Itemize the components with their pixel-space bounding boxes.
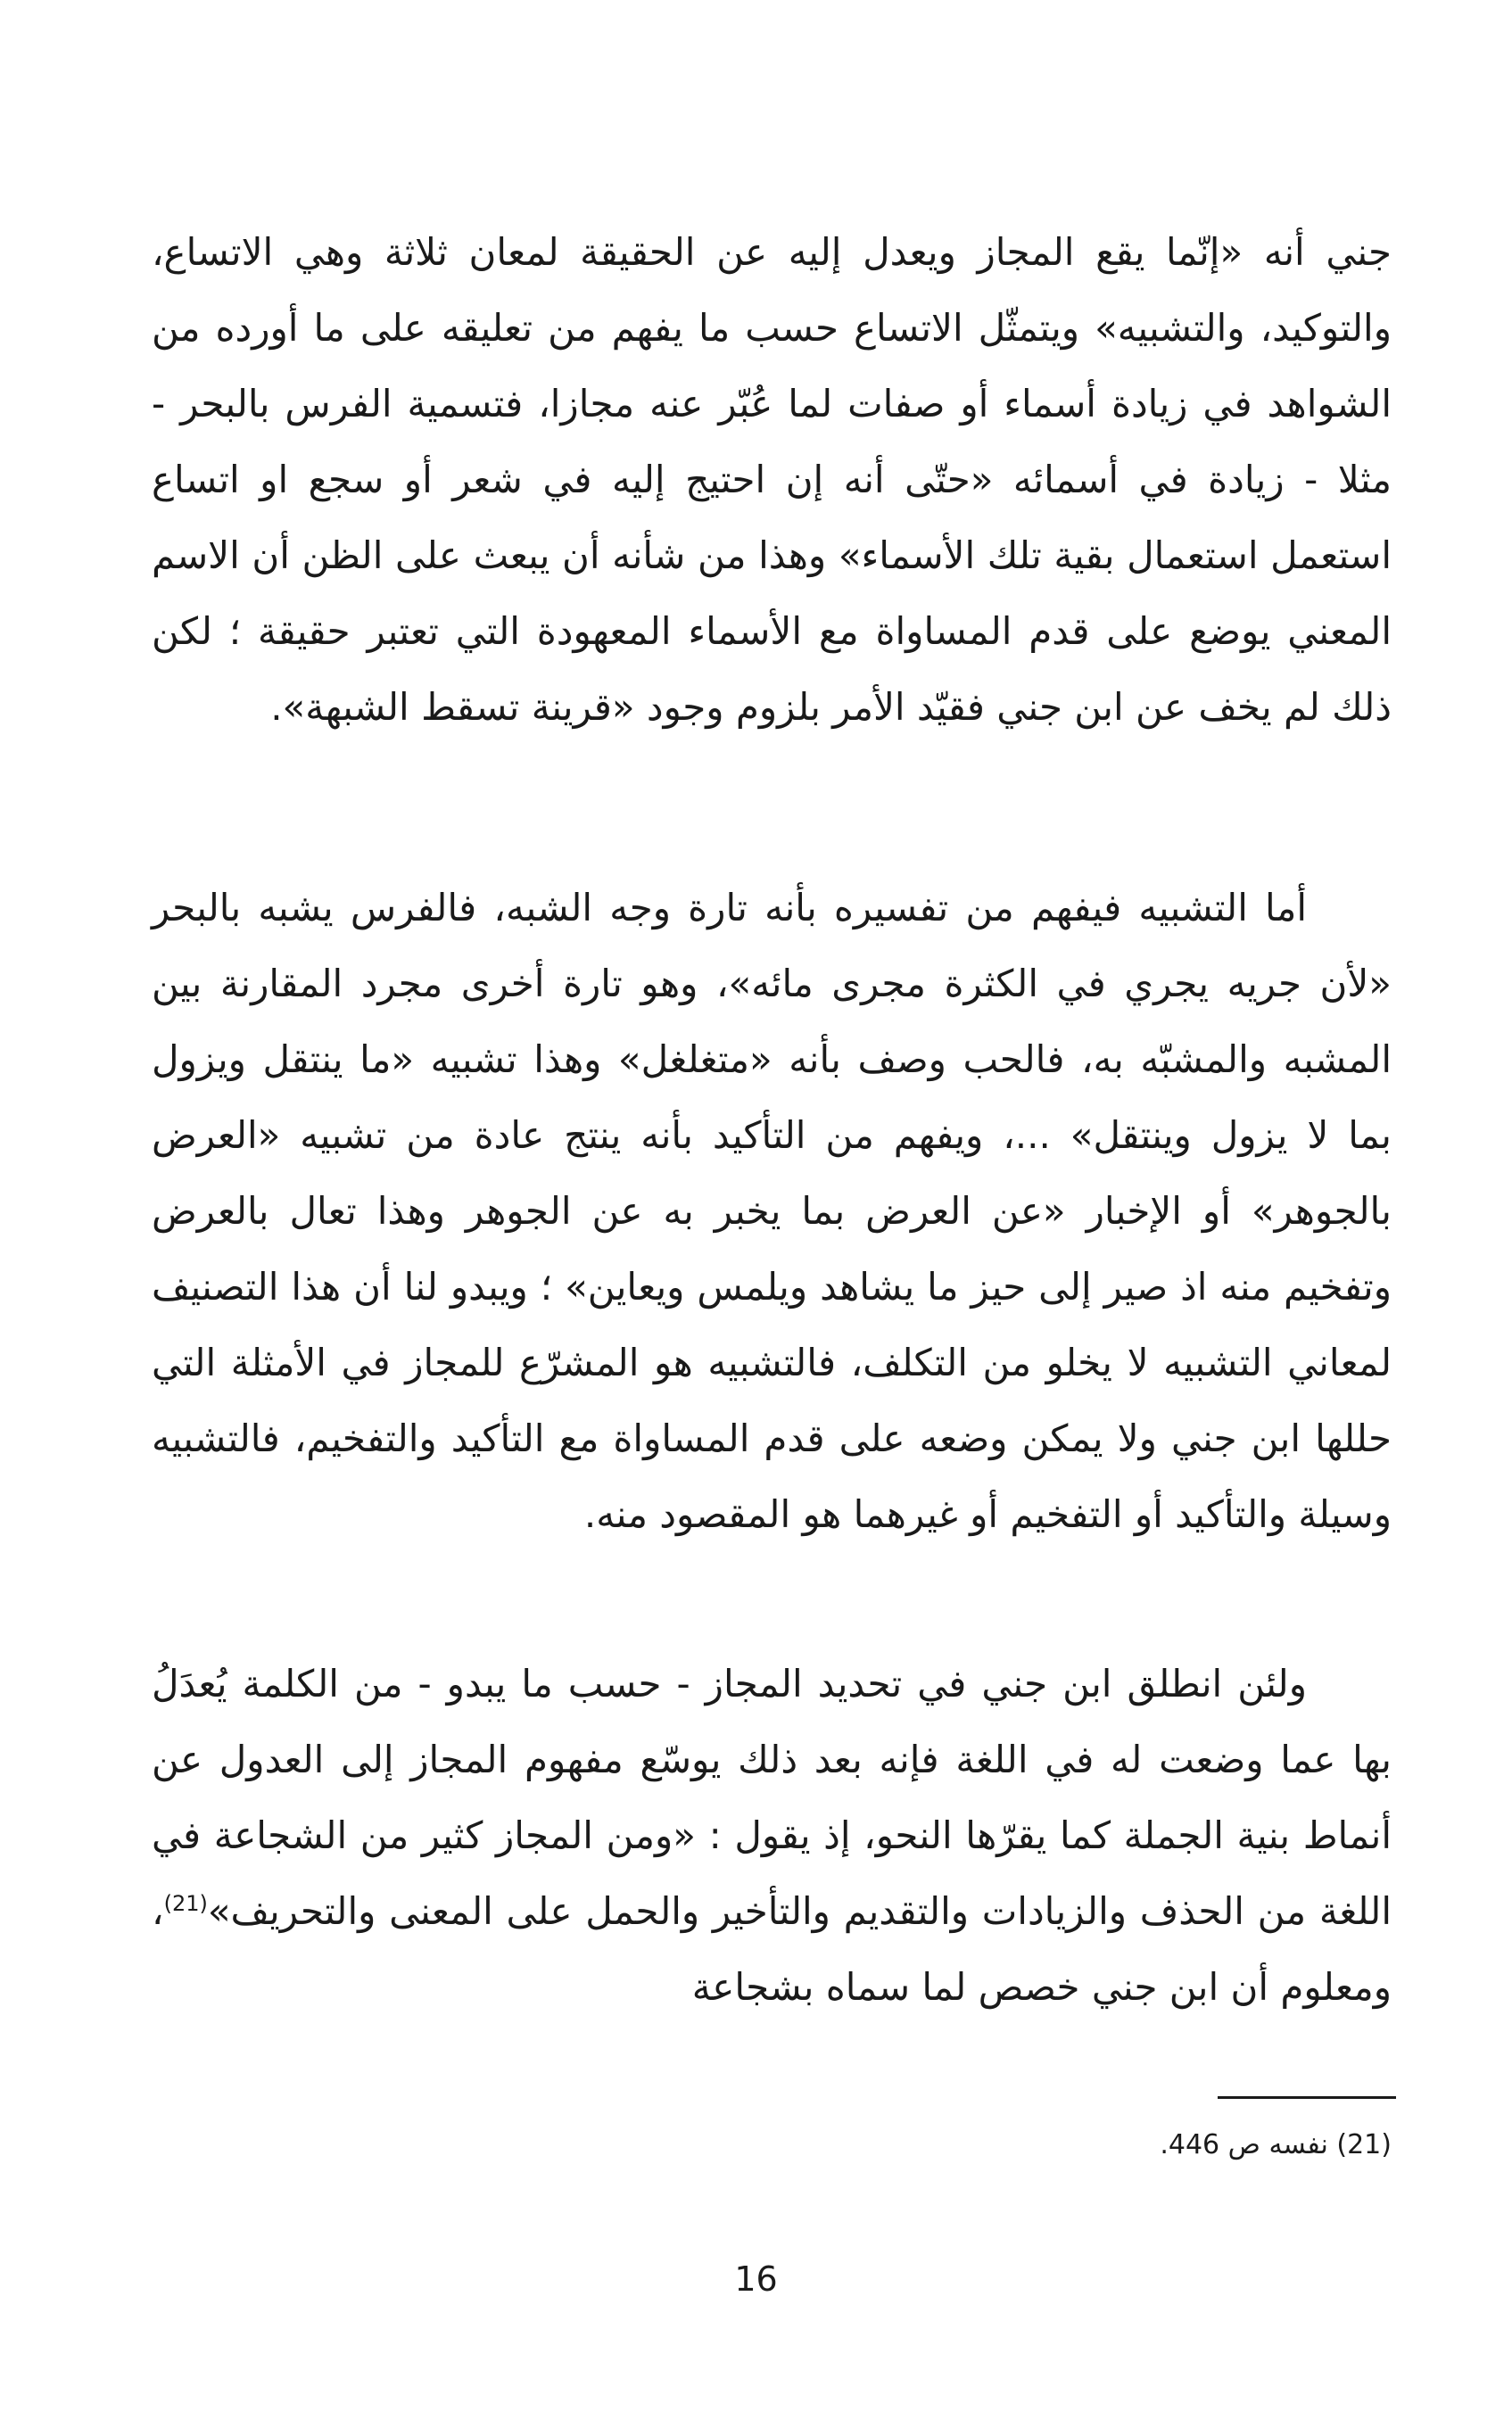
paragraph-1 (152, 214, 1392, 745)
page-number: 16 (734, 2259, 778, 2299)
footnote-divider (1218, 2096, 1396, 2099)
paragraph-2-text: أما التشبيه فيفهم من تفسيره بأنه تارة وجه الشبه، فالفرس يشبه بالبحر «لأن جريه يجري في الكثرة مجرى مائه»، وهو تارة أخرى مجرد المقارنة بين المشبه والمشبّه به، فالحب وصف بأنه «متغلغل» وهذا تشبيه «ما ينتقل ويزول بما لا يزول وينتقل» ...، ويفهم من التأكيد بأنه ينتج عادة من تشبيه «العرض بالجوهر» أو الإخبار «عن العرض بما يخبر به عن الجوهر وهذا تعال بالعرض وتفخيم منه اذ صير إلى حيز ما يشاهد ويلمس ويعاين» ؛ ويبدو لنا أن هذا التصنيف لمعاني التشبيه لا يخلو من التكلف، فالتشبيه هو المشرّع للمجاز في الأمثلة التي حللها ابن جني ولا يمكن وضعه على قدم المساواة مع التأكيد والتفخيم، فالتشبيه وسيلة والتأكيد أو التفخيم أو غيرهما هو المقصود منه. (152, 886, 1392, 1536)
paragraph-2 (152, 870, 1392, 1552)
paragraph-3-text-after: ، ومعلوم أن ابن جني خصص لما سماه بشجاعة (152, 1889, 1392, 2009)
footnote: (21) نفسه ص 446. (1160, 2129, 1392, 2160)
paragraph-3-text (152, 1646, 1392, 2025)
paragraph-3-text-before: ولئن انطلق ابن جني في تحديد المجاز - حسب ما يبدو - من الكلمة يُعدَلُ بها عما وضعت له في اللغة فإنه بعد ذلك يوسّع مفهوم المجاز إلى العدول عن أنماط بنية الجملة كما يقرّها النحو، إذ يقول : «ومن المجاز كثير من الشجاعة في اللغة من الحذف والزيادات والتقديم والتأخير والحمل على المعنى والتحريف» (152, 1662, 1392, 1933)
paragraph-3 (152, 1646, 1392, 2025)
paragraph-1-text: جني أنه «إنّما يقع المجاز ويعدل إليه عن الحقيقة لمعان ثلاثة وهي الاتساع، والتوكيد، والتشبيه» ويتمثّل الاتساع حسب ما يفهم من تعليقه على ما أورده من الشواهد في زيادة أسماء أو صفات لما عُبّر عنه مجازا، فتسمية الفرس بالبحر - مثلا - زيادة في أسمائه «حتّى أنه إن احتيج إليه في شعر أو سجع او اتساع استعمل استعمال بقية تلك الأسماء» وهذا من شأنه أن يبعث على الظن أن الاسم المعني يوضع على قدم المساواة مع الأسماء المعهودة التي تعتبر حقيقة ؛ لكن ذلك لم يخف عن ابن جني فقيّد الأمر بلزوم وجود «قرينة تسقط الشبهة». (152, 230, 1392, 729)
footnote-reference: (21) (163, 1891, 208, 1916)
